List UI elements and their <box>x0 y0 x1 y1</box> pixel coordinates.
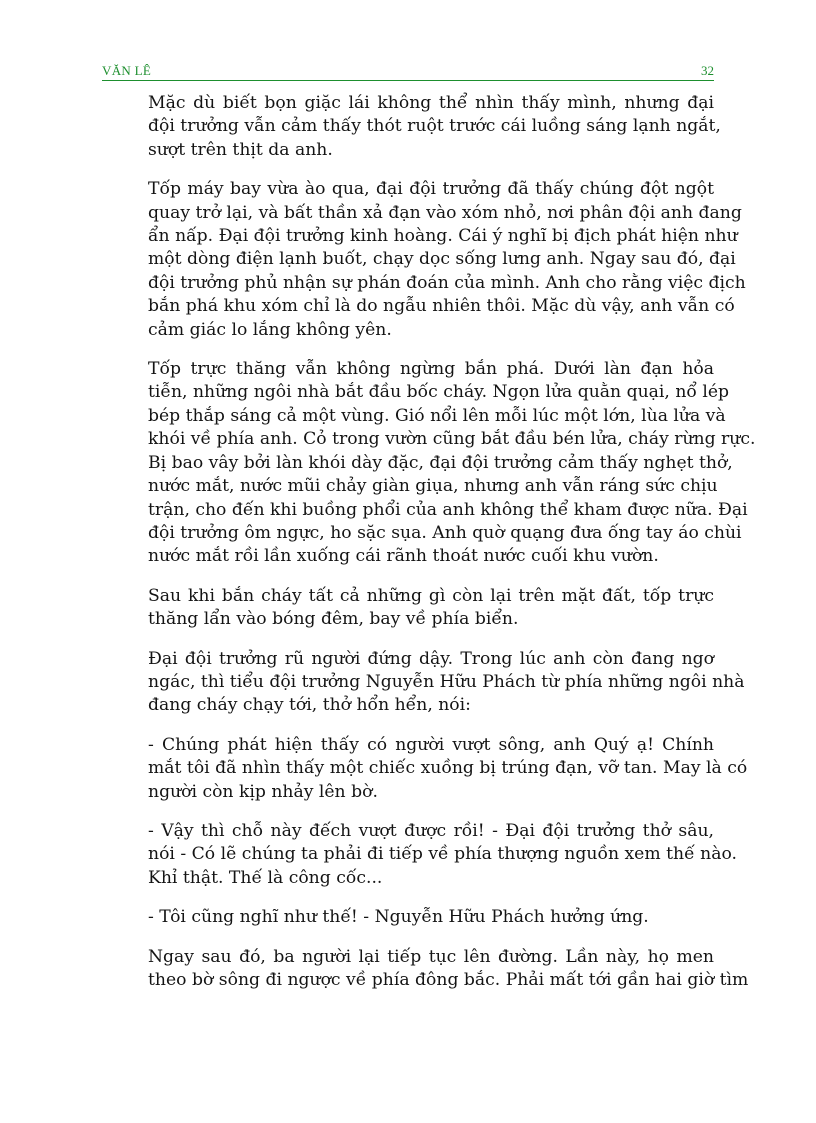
text-line: theo bờ sông đi ngược về phía đông bắc. Phải mất tới gần hai giờ tìm <box>148 970 749 990</box>
text-line: đội trưởng vẫn cảm thấy thót ruột trước cái luồng sáng lạnh ngắt, <box>148 116 721 137</box>
body-text <box>120 92 756 1008</box>
running-header <box>102 60 714 81</box>
text-line: nói - Có lẽ chúng ta phải đi tiếp về phía thượng nguồn xem thế nào. <box>148 844 737 865</box>
text-line: Ngay sau đó, ba người lại tiếp tục lên đường. Lần này, họ men <box>148 946 714 967</box>
text-line: Tốp trực thăng vẫn không ngừng bắn phá. Dưới làn đạn hỏa <box>148 359 714 380</box>
text-line: - Chúng phát hiện thấy có người vượt sông, anh Quý ạ! Chính <box>148 734 714 755</box>
text-line: - Vậy thì chỗ này đếch vượt được rồi! - Đại đội trưởng thở sâu, <box>148 820 714 841</box>
text-line: sượt trên thịt da anh. <box>148 139 333 160</box>
paragraph <box>120 178 746 342</box>
text-line: khói về phía anh. Cỏ trong vườn cũng bắt đầu bén lửa, cháy rừng rực. <box>148 429 756 450</box>
text-line: tiễn, những ngôi nhà bắt đầu bốc cháy. Ngọn lửa quằn quại, nổ lép <box>148 382 730 403</box>
text-line: thăng lẩn vào bóng đêm, bay về phía biển. <box>148 609 519 630</box>
text-line: Bị bao vây bởi làn khói dày đặc, đại đội trưởng cảm thấy nghẹt thở, <box>148 452 733 473</box>
paragraph <box>120 92 721 162</box>
paragraph <box>120 585 714 632</box>
text-line: ngác, thì tiểu đội trưởng Nguyễn Hữu Phách từ phía những ngôi nhà <box>148 671 745 692</box>
page-number: 32 <box>701 63 714 78</box>
text-line: quay trở lại, và bất thần xả đạn vào xóm nhỏ, nơi phân đội anh đang <box>148 202 742 223</box>
text-line: nước mắt rồi lần xuống cái rãnh thoát nước cuối khu vườn. <box>148 546 659 567</box>
text-line: đang cháy chạy tới, thở hổn hển, nói: <box>148 695 471 716</box>
text-line: Sau khi bắn cháy tất cả những gì còn lại trên mặt đất, tốp trực <box>148 585 714 606</box>
text-line: - Tôi cũng nghĩ như thế! - Nguyễn Hữu Phách hưởng ứng. <box>148 907 649 928</box>
paragraph <box>120 820 737 890</box>
text-line: Đại đội trưởng rũ người đứng dậy. Trong lúc anh còn đang ngơ <box>148 648 714 669</box>
text-line: trận, cho đến khi buồng phổi của anh không thể kham được nữa. Đại <box>148 499 748 520</box>
paragraph <box>120 648 745 718</box>
paragraph <box>120 734 748 804</box>
text-line: người còn kịp nhảy lên bờ. <box>148 781 378 802</box>
text-line: mắt tôi đã nhìn thấy một chiếc xuồng bị trúng đạn, vỡ tan. May là có <box>148 758 748 779</box>
text-line: Tốp máy bay vừa ào qua, đại đội trưởng đã thấy chúng đột ngột <box>148 179 714 200</box>
text-line: đội trưởng ôm ngực, ho sặc sụa. Anh quờ quạng đưa ống tay áo chùi <box>148 522 742 543</box>
text-line: đội trưởng phủ nhận sự phán đoán của mình. Anh cho rằng việc địch <box>148 272 746 293</box>
text-line: một dòng điện lạnh buốt, chạy dọc sống lưng anh. Ngay sau đó, đại <box>148 249 736 270</box>
paragraph <box>120 358 756 569</box>
text-line: Khỉ thật. Thế là công cốc... <box>148 867 383 888</box>
text-line: ẩn nấp. Đại đội trưởng kinh hoàng. Cái ý nghĩ bị địch phát hiện như <box>148 226 738 247</box>
text-line: bép thắp sáng cả một vùng. Gió nổi lên mỗi lúc một lớn, lùa lửa và <box>148 405 726 426</box>
paragraph <box>120 946 749 993</box>
text-line: nước mắt, nước mũi chảy giàn giụa, nhưng anh vẫn ráng sức chịu <box>148 476 718 497</box>
header-author: VĂN LÊ <box>102 63 152 78</box>
paragraph <box>120 906 714 929</box>
text-line: bắn phá khu xóm chỉ là do ngẫu nhiên thôi. Mặc dù vậy, anh vẫn có <box>148 296 735 317</box>
text-line: cảm giác lo lắng không yên. <box>148 319 392 340</box>
text-line: Mặc dù biết bọn giặc lái không thể nhìn thấy mình, nhưng đại <box>148 93 714 113</box>
